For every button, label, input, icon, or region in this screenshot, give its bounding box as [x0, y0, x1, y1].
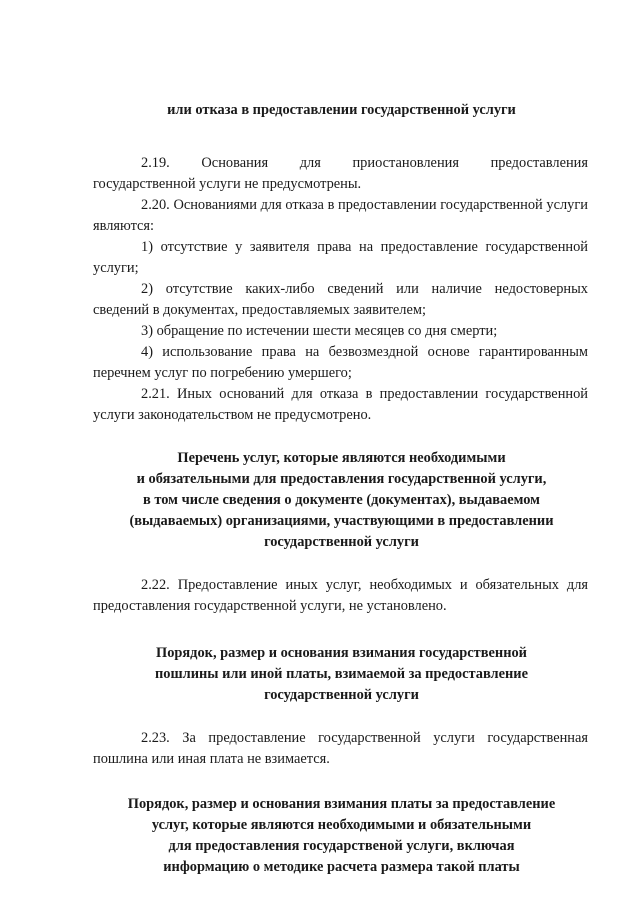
- paragraph-2-21: 2.21. Иных оснований для отказа в предоставлении государственной услуги законодательством не предусмотрено.: [93, 386, 588, 423]
- paragraph-2-19-line2: государственной услуги не предусмотрены.: [93, 176, 362, 192]
- heading-line: (выдаваемых) организациями, участвующими в предоставлении: [129, 513, 554, 529]
- section-heading-refusal: [93, 100, 588, 121]
- heading-line: информацию о методике расчета размера такой платы: [163, 859, 520, 875]
- heading-line: Порядок, размер и основания взимания платы за предоставление: [127, 796, 556, 812]
- heading-line: в том числе сведения о документе (документах), выдаваемом: [143, 492, 540, 508]
- list-item-4: 4) использование права на безвозмездной основе гарантированным перечнем услуг по погребению умершего;: [93, 344, 588, 381]
- heading-line: Перечень услуг, которые являются необходимыми: [177, 450, 506, 466]
- section-heading-service-fee: [93, 794, 588, 878]
- section-heading-state-fee: [93, 643, 588, 706]
- heading-line: пошлины или иной платы, взимаемой за предоставление: [155, 666, 528, 682]
- heading-line: или отказа в предоставлении государственной услуги: [167, 102, 516, 118]
- heading-line: Порядок, размер и основания взимания государственной: [156, 645, 527, 661]
- list-item-3: 3) обращение по истечении шести месяцев со дня смерти;: [141, 323, 498, 339]
- section-heading-required-services: [93, 448, 588, 553]
- paragraph-2-22: 2.22. Предоставление иных услуг, необходимых и обязательных для предоставления государственной услуги, не установлено.: [93, 577, 588, 614]
- heading-line: и обязательными для предоставления государственной услуги,: [136, 471, 547, 487]
- heading-line: государственной услуги: [264, 687, 419, 703]
- list-item-1: 1) отсутствие у заявителя права на предоставление государственной услуги;: [93, 239, 588, 276]
- paragraph-2-23: 2.23. За предоставление государственной услуги государственная пошлина или иная плата не взимается.: [93, 730, 588, 767]
- paragraph-2-20: 2.20. Основаниями для отказа в предоставлении государственной услуги являются:: [93, 197, 588, 234]
- paragraph-2-19-line1: 2.19. Основания для приостановления предоставления: [141, 155, 588, 171]
- list-item-2: 2) отсутствие каких-либо сведений или наличие недостоверных сведений в документах, предоставляемых заявителем;: [93, 281, 588, 318]
- heading-line: государственной услуги: [264, 534, 419, 550]
- paragraph-2-19: [93, 153, 588, 195]
- heading-line: для предоставления государственой услуги, включая: [168, 838, 515, 854]
- heading-line: услуг, которые являются необходимыми и обязательными: [151, 817, 532, 833]
